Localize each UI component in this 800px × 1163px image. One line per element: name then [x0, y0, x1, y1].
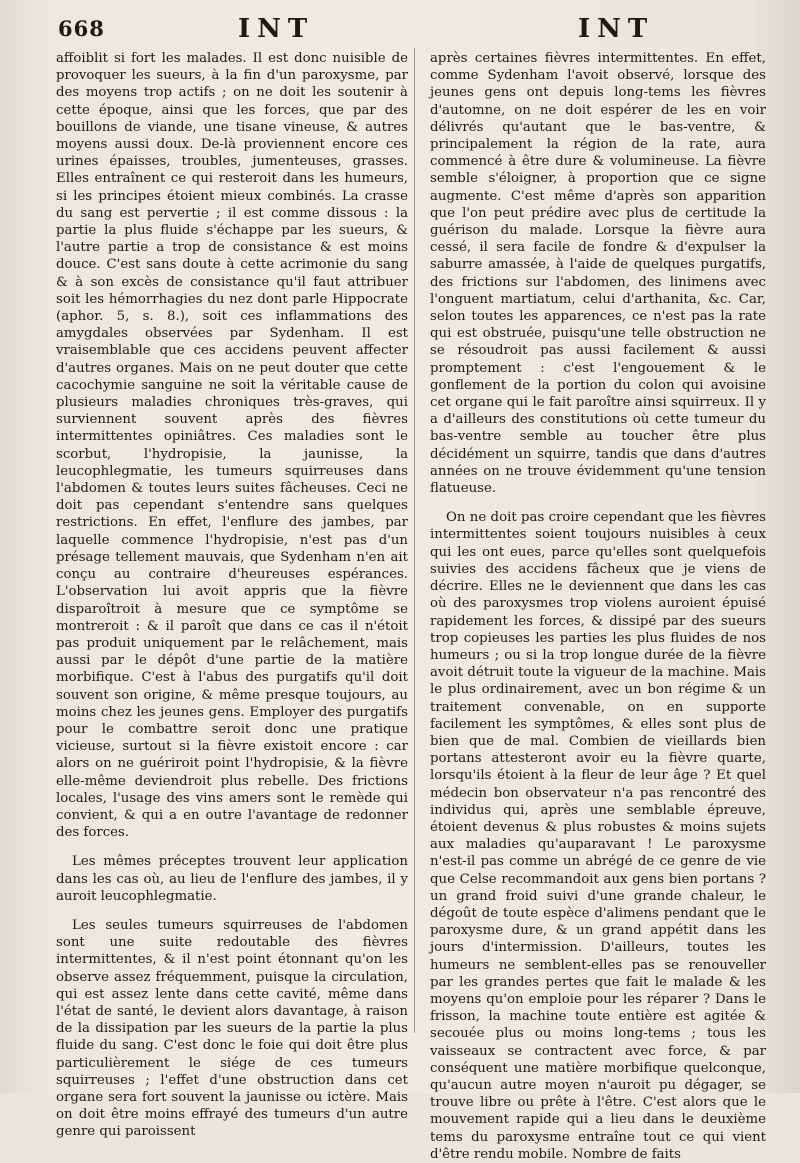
- paragraph: Les seules tumeurs squirreuses de l'abdomen sont une suite redoutable des fièvres intermittentes, & il n'est point étonnant qu'on les observe assez fréquemment, puisque la circulation, qui est assez lente dans cette cavité, même dans l'état de santé, le devient alors davantage, à raison de la dissipation par les sueurs de la partie la plus fluide du sang. C'est donc le foie qui doit être plus particulièrement le siége de ces tumeurs squirreuses ; l'effet d'une obstruction dans cet organe sera fort souvent la jaunisse ou ictère. Mais on doit être moins effrayé des tumeurs d'un autre genre qui paroissent: [56, 917, 408, 1140]
- paragraph: après certaines fièvres intermittentes. En effet, comme Sydenham l'avoit observé, lorsque des jeunes gens ont depuis long-tems les fièvres d'automne, on ne doit espérer de les en voir délivrés qu'autant que le bas-ventre, & principalement la région de la rate, aura commencé à être dure & volumineuse. La fièvre semble s'éloigner, à proportion que ce signe augmente. C'est même d'après son apparition que l'on peut prédire avec plus de certitude la guérison du malade. Lorsque la fièvre aura cessé, il sera facile de fondre & d'expulser la saburre amassée, à l'aide de quelques purgatifs, des frictions sur l'abdomen, des linimens avec l'onguent martiatum, celui d'arthanita, &c. Car, selon toutes les apparences, ce n'est pas la rate qui est obstruée, puisqu'une telle obstruction ne se résoudroit pas aussi facilement & aussi promptement : c'est l'engouement & le gonflement de la portion du colon qui avoisine cet organe qui le fait paroître ainsi squirreux. Il y a d'ailleurs des constitutions où cette tumeur du bas-ventre semble au toucher être plus décidément un squirre, tandis que dans d'autres années on ne trouve évidemment qu'une tension flatueuse.: [430, 51, 766, 497]
- paragraph: On ne doit pas croire cependant que les fièvres intermittentes soient toujours nuisibles à ceux qui les ont eues, parce qu'elles sont quelquefois suivies des accidens fâcheux que je viens de décrire. Elles ne le deviennent que dans les cas où des paroxysmes trop violens auroient épuisé rapidement les forces, & dissipé par des sueurs trop copieuses les parties les plus fluides de nos humeurs ; ou si la trop longue durée de la fièvre avoit détruit toute la vigueur de la machine. Mais le plus ordinairement, avec un bon régime & un traitement convenable, on en supporte facilement les symptômes, & elles sont plus de bien que de mal. Combien de vieillards bien portans attesteront avoir eu la fièvre quarte, lorsqu'ils étoient à la fleur de leur âge ? Et quel médecin bon observateur n'a pas rencontré des individus qui, après une semblable épreuve, étoient devenus & plus robustes & moins sujets aux maladies qu'auparavant ! Le paroxysme n'est-il pas comme un abrégé de ce genre de vie que Celse recommandoit aux gens bien portans ? un grand froid suivi d'une grande chaleur, le dégoût de toute espèce d'alimens pendant que le paroxysme dure, & un grand appétit dans les jours d'intermission. D'ailleurs, toutes les humeurs ne semblent-elles pas se renouveller par les grandes pertes que fait le malade & les moyens qu'on emploie pour les réparer ? Dans le frisson, la machine toute entière est agitée & secouée plus ou moins long-tems ; tous les vaisseaux se contractent avec force, & par conséquent une matière morbifique quelconque, qu'aucun autre moyen n'auroit pu dégager, se trouve libre ou prête à l'être. C'est alors que le mouvement rapide qui a lieu dans le deuxième tems du paroxysme entraîne tout ce qui vient d'être rendu mobile. Nombre de faits: [430, 510, 766, 1162]
- page-number: 668: [58, 16, 105, 41]
- page-header: [58, 14, 764, 48]
- running-head-left: INT: [238, 14, 315, 44]
- running-head-right: INT: [578, 14, 655, 44]
- left-column: [56, 50, 408, 1140]
- paragraph: Les mêmes préceptes trouvent leur application dans les cas où, au lieu de l'enflure des jambes, il y auroit leucophlegmatie.: [56, 854, 408, 904]
- text-columns: [56, 50, 766, 1162]
- paragraph: affoiblit si fort les malades. Il est donc nuisible de provoquer les sueurs, à la fin d'un paroxysme, par des moyens trop actifs ; on ne doit les soutenir à cette époque, ainsi que les forces, que par des bouillons de viande, une tisane vineuse, & autres moyens aussi doux. De-là proviennent encore ces urines épaisses, troubles, jumenteuses, grasses. Elles entraînent ce qui resteroit dans les humeurs, si les principes étoient mieux combinés. La crasse du sang est pervertie ; il est comme dissous : la partie la plus fluide s'échappe par les sueurs, & l'autre partie a trop de consistance & est moins douce. C'est sans doute à cette acrimonie du sang & à son excès de consistance qu'il faut attribuer soit les hémorrhagies du nez dont parle Hippocrate (aphor. 5, s. 8.), soit ces inflammations des amygdales observées par Sydenham. Il est vraisemblable que ces accidens peuvent affecter d'autres organes. Mais on ne peut douter que cette cacochymie sanguine ne soit la véritable cause de plusieurs maladies chroniques très-graves, qui surviennent souvent après des fièvres intermittentes opiniâtres. Ces maladies sont le scorbut, l'hydropisie, la jaunisse, la leucophlegmatie, les tumeurs squirreuses dans l'abdomen & toutes leurs suites fâcheuses. Ceci ne doit pas cependant s'entendre sans quelques restrictions. En effet, l'enflure des jambes, par laquelle commence l'hydropisie, n'est pas d'un présage tellement mauvais, que Sydenham n'en ait conçu au contraire d'heureuses espérances. L'observation lui avoit appris que la fièvre disparoîtroit à mesure que ce symptôme se montreroit : & il paroît que dans ce cas il n'étoit pas produit uniquement par le relâchement, mais aussi par le dépôt d'une partie de la matière morbifique. C'est à l'abus des purgatifs qu'il doit souvent son origine, & même presque toujours, au moins chez les jeunes gens. Employer des purgatifs pour le combattre seroit donc une pratique vicieuse, surtout si la fièvre existoit encore : car alors on ne guériroit point l'hydropisie, & la fièvre elle-même deviendroit plus rebelle. Des frictions locales, l'usage des vins amers sont le remède qui convient, & qui a en outre l'avantage de redonner des forces.: [56, 51, 408, 841]
- right-column: [430, 50, 766, 1162]
